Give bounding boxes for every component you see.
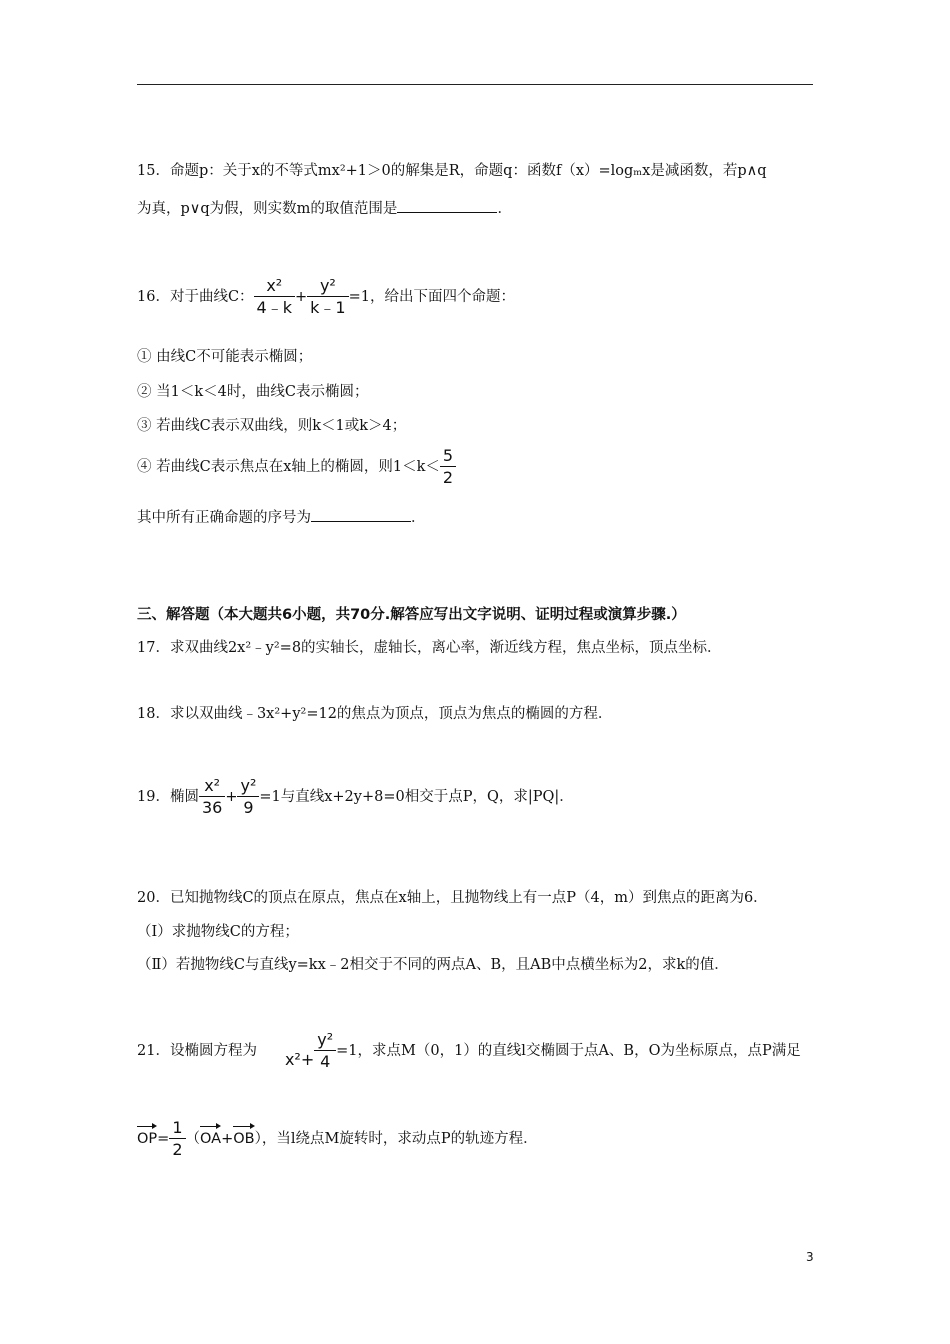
q16-fraction-five-halves: $\frac{5}{2}$ [440,448,456,486]
q20-line1: 20．已知抛物线C的顶点在原点，焦点在x轴上，且抛物线上有一点P（4，m）到焦点的距离为6． [137,890,768,906]
q18-text: 18．求以双曲线﹣3x²+y²=12的焦点为顶点，顶点为焦点的椭圆的方程． [137,706,613,722]
q15-line1: 15．命题p：关于x的不等式mx²+1＞0的解集是R，命题q：函数f（x）=logₘx是减函数，若p∧q [137,163,767,179]
q16-fraction-x: $\frac{\text{x²}}{4﹣k}$ [254,278,295,316]
q16-item1: ① 由线C不可能表示椭圆； [137,349,313,365]
vector-ob: OB [233,1125,254,1149]
q21-line1: 21．设椭圆方程为 x²+ $\frac{\text{y²}}{4}$ =1，求点M（0，1）的直线l交椭圆于点A、B，O为坐标原点，点P满足 [137,1030,801,1071]
q16-prefix: 16．对于曲线C： [137,289,254,305]
q17-text: 17．求双曲线2x²﹣y²=8的实轴长，虚轴长，离心率，渐近线方程，焦点坐标，顶点坐标． [137,640,722,656]
q16-answer-blank [311,507,411,522]
vector-op: OP [137,1125,157,1149]
q16-item4: ④ 若曲线C表示焦点在x轴上的椭圆，则1＜k＜ $\frac{5}{2}$ [137,448,456,486]
q21-line2: OP= $\frac{1}{2}$ （OA+OB），当l绕点M旋转时，求动点P的轨迹方程． [137,1118,538,1159]
q16-item3: ③ 若曲线C表示双曲线，则k＜1或k＞4； [137,418,407,434]
q20-part2: （Ⅱ）若抛物线C与直线y=kx﹣2相交于不同的两点A、B，且AB中点横坐标为2，求k的值． [137,957,729,973]
q15-text: 为真，p∨q为假，则实数m的取值范围是 [137,201,398,217]
q21-fraction-half: $\frac{1}{2}$ [169,1120,185,1158]
page-number: 3 [806,1250,814,1264]
q15-answer-blank [397,198,497,213]
q16-fraction-y: $\frac{\text{y²}}{k﹣1}$ [307,278,348,316]
q21-fraction-y: $\frac{\text{y²}}{4}$ [314,1032,336,1070]
vector-oa: OA [200,1125,221,1149]
q16-line: 16．对于曲线C： $\frac{\text{x²}}{4﹣k}$ + $\frac{\text{y²}}{k﹣1}$ =1，给出下面四个命题： [137,276,515,317]
q20-part1: （Ⅰ）求抛物线C的方程； [137,924,299,940]
q19-line: 19．椭圆 $\frac{\text{x²}}{36}$ + $\frac{\text{y²}}{9}$ =1与直线x+2y+8=0相交于点P，Q，求|PQ|． [137,776,574,817]
section-heading: 三、解答题（本大题共6小题，共70分.解答应写出文字说明、证明过程或演算步骤.） [137,607,686,623]
q19-fraction-y: $\frac{\text{y²}}{9}$ [237,778,259,816]
q16-suffix: =1，给出下面四个命题： [348,289,515,305]
q15-end: ． [497,201,512,217]
q15-line2 [137,198,512,219]
header-rule [137,84,813,85]
q16-closing: 其中所有正确命题的序号为 ． [137,507,426,528]
q19-fraction-x: $\frac{\text{x²}}{36}$ [199,778,225,816]
q16-item2: ② 当1＜k＜4时，曲线C表示椭圆； [137,384,369,400]
